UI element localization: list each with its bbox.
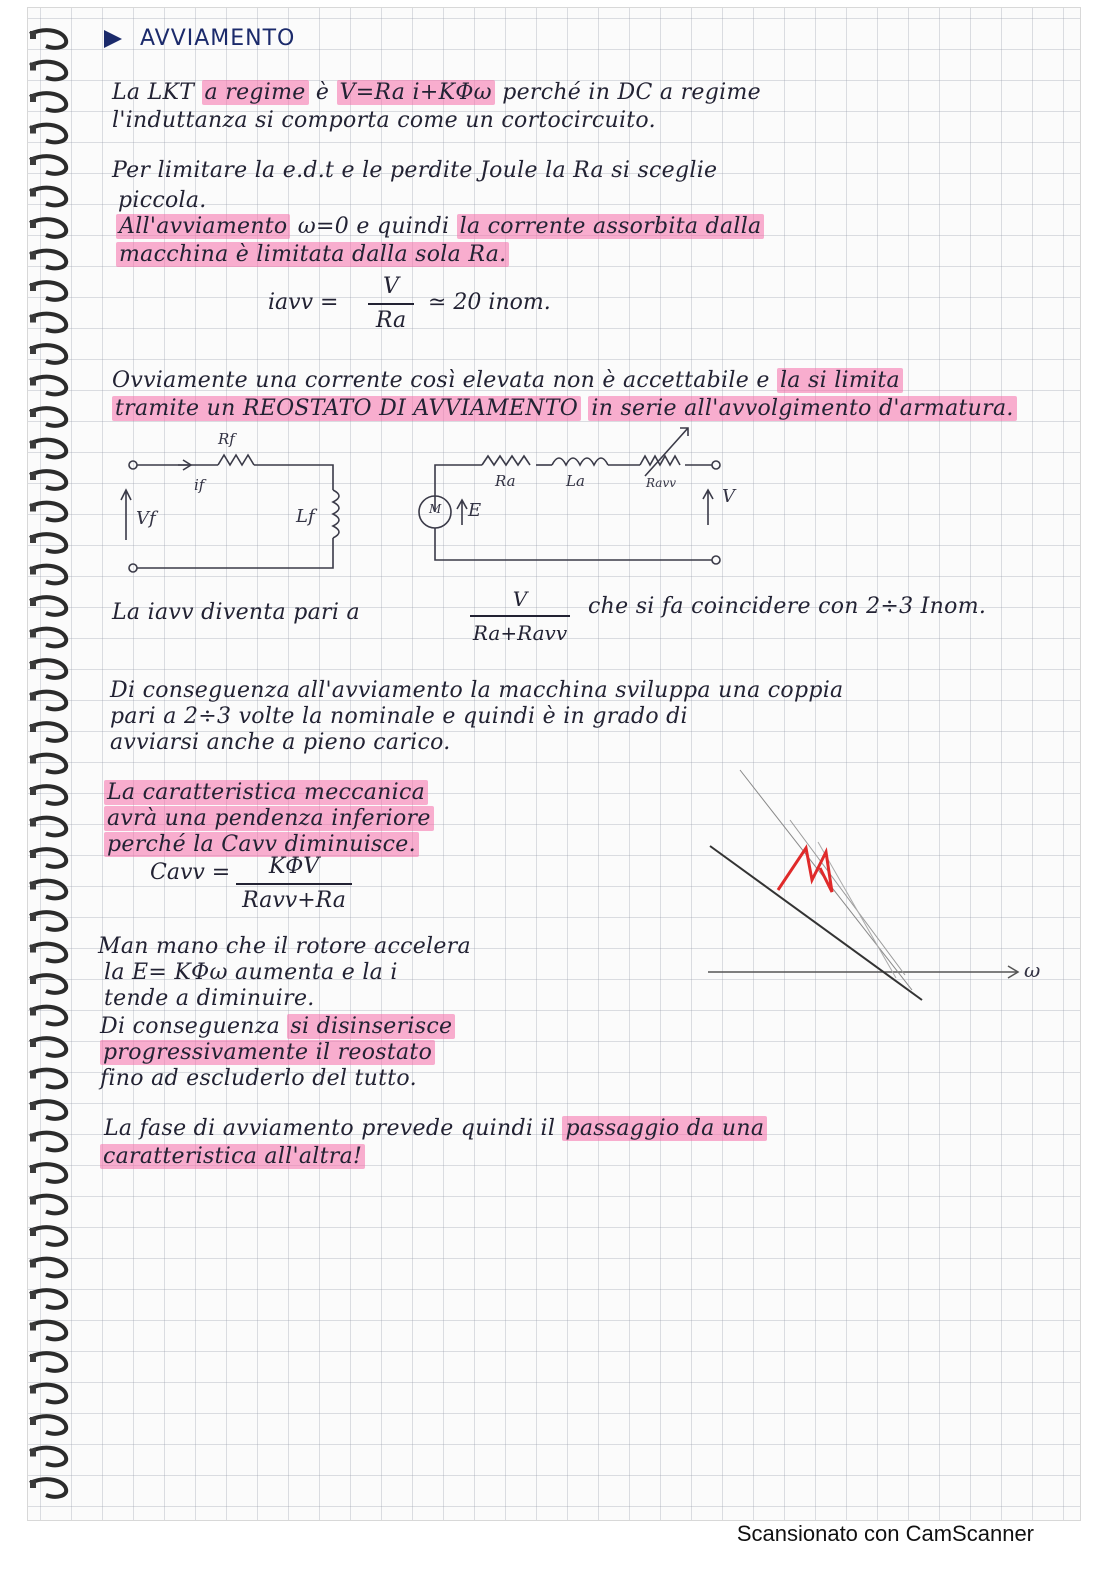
para8-line1: Man mano che il rotore accelera [98, 934, 471, 959]
para8-line2: la E= KΦω aumenta e la i [104, 960, 398, 985]
label-ravv: Ravv [646, 476, 677, 490]
para8-line3: tende a diminuire. [104, 986, 315, 1011]
para2-line1: Per limitare la e.d.t e le perdite Joule la Ra si sceglie [112, 158, 718, 183]
highlight: a regime [202, 80, 309, 105]
highlight: passaggio da una [562, 1116, 767, 1141]
label-motor: M [429, 502, 442, 516]
para1-line1: La LKT a regime è V=Ra i+KΦω perché in DC a regime [112, 80, 761, 105]
formula-cavv-lhs: Cavv = [150, 860, 231, 885]
label-rf: Rf [218, 430, 235, 448]
para5-b: che si fa coincidere con 2÷3 Inom. [588, 594, 987, 619]
para6-line3: avviarsi anche a pieno carico. [110, 730, 451, 755]
para9-line2 [100, 1142, 365, 1172]
para2-line2: piccola. [118, 188, 207, 213]
page-title: AVVIAMENTO [140, 26, 296, 51]
label-e: E [468, 500, 482, 521]
para6-line2: pari a 2÷3 volte la nominale e quindi è in grado di [110, 704, 688, 729]
stepped-transition [778, 848, 832, 892]
formula-iavv-rhs: ≃ 20 inom. [428, 290, 551, 315]
highlight: avrà una pendenza inferiore [104, 806, 434, 831]
highlight: la corrente assorbita dalla [457, 214, 765, 239]
para1-line2: l'induttanza si comporta come un cortocircuito. [112, 108, 656, 133]
label-la: La [566, 472, 585, 490]
para5-fraction: V Ra+Ravv [470, 584, 570, 648]
label-v: V [722, 486, 735, 507]
para6-line1: Di conseguenza all'avviamento la macchina sviluppa una coppia [110, 678, 844, 703]
scanner-watermark: Scansionato con CamScanner [736, 1521, 1034, 1546]
highlight: progressivamente il reostato [100, 1040, 435, 1065]
para5-a: La iavv diventa pari a [112, 600, 360, 625]
label-vf: Vf [136, 508, 156, 529]
para8-line6: fino ad escluderlo del tutto. [100, 1066, 417, 1091]
highlight: in serie all'avvolgimento d'armatura. [588, 396, 1016, 421]
highlight: si disinserisce [287, 1014, 455, 1039]
label-if: if [194, 476, 205, 494]
highlight: macchina è limitata dalla sola Ra. [116, 242, 509, 267]
highlight: La caratteristica meccanica [104, 780, 428, 805]
highlight: la si limita [777, 368, 903, 393]
para9-line1: La fase di avviamento prevede quindi il passaggio da una [104, 1114, 767, 1144]
para4-line1: Ovviamente una corrente così elevata non è accettabile e la si limita [112, 366, 903, 396]
highlight: tramite un REOSTATO DI AVVIAMENTO [112, 396, 581, 421]
highlight: caratteristica all'altra! [100, 1144, 365, 1169]
highlight: V=Ra i+KΦω [337, 80, 495, 105]
highlight: All'avviamento [116, 214, 290, 239]
label-lf: Lf [296, 506, 315, 527]
label-ra: Ra [495, 472, 516, 490]
formula-iavv-lhs: iavv = [268, 290, 339, 315]
formula-cavv-fraction: KΦV Ravv+Ra [236, 852, 352, 916]
formula-iavv-fraction: V Ra [368, 272, 414, 336]
highlight: perché la Cavv diminuisce. [104, 832, 419, 857]
omega-label: ω [1024, 958, 1041, 982]
para3-line1: All'avviamento ω=0 e quindi la corrente assorbita dalla [116, 212, 764, 242]
para8-line4: Di conseguenza si disinserisce [100, 1012, 455, 1042]
